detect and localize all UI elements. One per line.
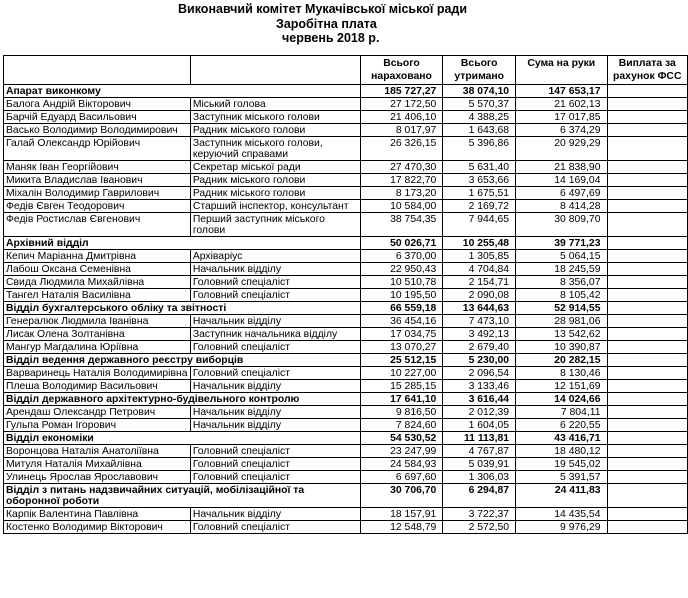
accrued-amount: 50 026,71 xyxy=(360,237,443,250)
employee-row xyxy=(4,328,688,341)
header-empty-name xyxy=(4,56,191,85)
accrued-amount: 10 510,78 xyxy=(360,276,443,289)
employee-row xyxy=(4,315,688,328)
net-amount: 9 976,29 xyxy=(516,521,607,534)
withheld-amount: 2 154,71 xyxy=(443,276,516,289)
employee-name: Федів Євген Теодорович xyxy=(4,200,191,213)
withheld-amount: 2 169,72 xyxy=(443,200,516,213)
withheld-amount: 5 230,00 xyxy=(443,354,516,367)
employee-row xyxy=(4,289,688,302)
employee-position: Головний спеціаліст xyxy=(190,367,360,380)
fss-amount xyxy=(607,484,688,508)
net-amount: 147 653,17 xyxy=(516,85,607,98)
net-amount: 39 771,23 xyxy=(516,237,607,250)
department-name: Відділ з питань надзвичайних ситуацій, мобілізаційної та оборонної роботи xyxy=(4,484,361,508)
accrued-amount: 27 470,30 xyxy=(360,161,443,174)
net-amount: 30 809,70 xyxy=(516,213,607,237)
fss-amount xyxy=(607,200,688,213)
employee-name: Генералюк Людмила Іванівна xyxy=(4,315,191,328)
employee-name: Микита Владислав Іванович xyxy=(4,174,191,187)
withheld-amount: 1 604,05 xyxy=(443,419,516,432)
fss-amount xyxy=(607,341,688,354)
net-amount: 5 391,57 xyxy=(516,471,607,484)
department-row xyxy=(4,85,688,98)
fss-amount xyxy=(607,302,688,315)
fss-amount xyxy=(607,250,688,263)
employee-row xyxy=(4,367,688,380)
accrued-amount: 185 727,27 xyxy=(360,85,443,98)
withheld-amount: 1 643,68 xyxy=(443,124,516,137)
accrued-amount: 17 822,70 xyxy=(360,174,443,187)
employee-position: Головний спеціаліст xyxy=(190,471,360,484)
department-name: Відділ державного архітектурно-будівельного контролю xyxy=(4,393,361,406)
fss-amount xyxy=(607,237,688,250)
fss-amount xyxy=(607,289,688,302)
accrued-amount: 21 406,10 xyxy=(360,111,443,124)
net-amount: 19 545,02 xyxy=(516,458,607,471)
column-header-accrued: Всього нараховано xyxy=(360,56,443,85)
header-empty-position xyxy=(190,56,360,85)
net-amount: 8 414,28 xyxy=(516,200,607,213)
accrued-amount: 12 548,79 xyxy=(360,521,443,534)
employee-row xyxy=(4,250,688,263)
fss-amount xyxy=(607,161,688,174)
net-amount: 5 064,15 xyxy=(516,250,607,263)
withheld-amount: 2 679,40 xyxy=(443,341,516,354)
employee-name: Балога Андрій Вікторович xyxy=(4,98,191,111)
withheld-amount: 10 255,48 xyxy=(443,237,516,250)
withheld-amount: 1 675,51 xyxy=(443,187,516,200)
fss-amount xyxy=(607,85,688,98)
employee-position: Начальник відділу xyxy=(190,263,360,276)
accrued-amount: 10 227,00 xyxy=(360,367,443,380)
department-name: Відділ ведення державного реєстру виборців xyxy=(4,354,361,367)
employee-row xyxy=(4,174,688,187)
employee-row xyxy=(4,111,688,124)
accrued-amount: 36 454,16 xyxy=(360,315,443,328)
withheld-amount: 3 653,66 xyxy=(443,174,516,187)
employee-position: Головний спеціаліст xyxy=(190,521,360,534)
employee-name: Мангур Магдалина Юріївна xyxy=(4,341,191,354)
employee-row xyxy=(4,521,688,534)
accrued-amount: 7 824,60 xyxy=(360,419,443,432)
accrued-amount: 15 285,15 xyxy=(360,380,443,393)
employee-position: Головний спеціаліст xyxy=(190,276,360,289)
fss-amount xyxy=(607,187,688,200)
employee-name: Плеша Володимир Васильович xyxy=(4,380,191,393)
accrued-amount: 6 697,60 xyxy=(360,471,443,484)
net-amount: 13 542,62 xyxy=(516,328,607,341)
accrued-amount: 22 950,43 xyxy=(360,263,443,276)
employee-position: Головний спеціаліст xyxy=(190,289,360,302)
fss-amount xyxy=(607,263,688,276)
withheld-amount: 1 306,03 xyxy=(443,471,516,484)
accrued-amount: 17 641,10 xyxy=(360,393,443,406)
fss-amount xyxy=(607,445,688,458)
net-amount: 8 130,46 xyxy=(516,367,607,380)
fss-amount xyxy=(607,328,688,341)
accrued-amount: 6 370,00 xyxy=(360,250,443,263)
net-amount: 6 374,29 xyxy=(516,124,607,137)
column-header-withheld: Всього утримано xyxy=(443,56,516,85)
withheld-amount: 4 704,84 xyxy=(443,263,516,276)
withheld-amount: 5 631,40 xyxy=(443,161,516,174)
net-amount: 43 416,71 xyxy=(516,432,607,445)
fss-amount xyxy=(607,458,688,471)
fss-amount xyxy=(607,432,688,445)
organization-title: Виконавчий комітет Мукачівської міської ради xyxy=(178,2,468,16)
employee-row xyxy=(4,380,688,393)
employee-position: Заступник начальника відділу xyxy=(190,328,360,341)
employee-row xyxy=(4,200,688,213)
net-amount: 8 356,07 xyxy=(516,276,607,289)
fss-amount xyxy=(607,508,688,521)
net-amount: 14 024,66 xyxy=(516,393,607,406)
employee-position: Секретар міської ради xyxy=(190,161,360,174)
net-amount: 28 981,06 xyxy=(516,315,607,328)
employee-row xyxy=(4,98,688,111)
accrued-amount: 9 816,50 xyxy=(360,406,443,419)
accrued-amount: 30 706,70 xyxy=(360,484,443,508)
accrued-amount: 66 559,18 xyxy=(360,302,443,315)
net-amount: 12 151,69 xyxy=(516,380,607,393)
net-amount: 21 602,13 xyxy=(516,98,607,111)
employee-name: Федів Ростислав Євгенович xyxy=(4,213,191,237)
column-header-row xyxy=(4,56,688,85)
employee-row xyxy=(4,187,688,200)
employee-row xyxy=(4,419,688,432)
withheld-amount: 3 722,37 xyxy=(443,508,516,521)
employee-row xyxy=(4,263,688,276)
employee-position: Головний спеціаліст xyxy=(190,341,360,354)
accrued-amount: 10 195,50 xyxy=(360,289,443,302)
accrued-amount: 17 034,75 xyxy=(360,328,443,341)
period-label: червень 2018 р. xyxy=(282,31,380,45)
employee-row xyxy=(4,276,688,289)
withheld-amount: 7 944,65 xyxy=(443,213,516,237)
net-amount: 6 497,69 xyxy=(516,187,607,200)
employee-row xyxy=(4,445,688,458)
accrued-amount: 18 157,91 xyxy=(360,508,443,521)
fss-amount xyxy=(607,124,688,137)
net-amount: 17 017,85 xyxy=(516,111,607,124)
fss-amount xyxy=(607,406,688,419)
net-amount: 18 480,12 xyxy=(516,445,607,458)
accrued-amount: 54 530,52 xyxy=(360,432,443,445)
withheld-amount: 5 039,91 xyxy=(443,458,516,471)
accrued-amount: 26 326,15 xyxy=(360,137,443,161)
net-amount: 18 245,59 xyxy=(516,263,607,276)
employee-name: Варваринець Наталія Володимирівна xyxy=(4,367,191,380)
net-amount: 8 105,42 xyxy=(516,289,607,302)
employee-row xyxy=(4,161,688,174)
fss-amount xyxy=(607,521,688,534)
accrued-amount: 13 070,27 xyxy=(360,341,443,354)
withheld-amount: 7 473,10 xyxy=(443,315,516,328)
employee-position: Начальник відділу xyxy=(190,419,360,432)
fss-amount xyxy=(607,471,688,484)
withheld-amount: 5 570,37 xyxy=(443,98,516,111)
withheld-amount: 11 113,81 xyxy=(443,432,516,445)
employee-name: Лисак Олена Золтанівна xyxy=(4,328,191,341)
employee-row xyxy=(4,137,688,161)
net-amount: 24 411,83 xyxy=(516,484,607,508)
fss-amount xyxy=(607,393,688,406)
withheld-amount: 3 133,46 xyxy=(443,380,516,393)
employee-position: Міський голова xyxy=(190,98,360,111)
employee-name: Галай Олександр Юрійович xyxy=(4,137,191,161)
department-name: Відділ економіки xyxy=(4,432,361,445)
fss-amount xyxy=(607,174,688,187)
department-name: Архівний відділ xyxy=(4,237,361,250)
accrued-amount: 8 017,97 xyxy=(360,124,443,137)
employee-name: Воронцова Наталія Анатоліївна xyxy=(4,445,191,458)
department-name: Апарат виконкому xyxy=(4,85,361,98)
withheld-amount: 2 572,50 xyxy=(443,521,516,534)
withheld-amount: 3 616,44 xyxy=(443,393,516,406)
employee-name: Васько Володимир Володимирович xyxy=(4,124,191,137)
employee-position: Головний спеціаліст xyxy=(190,458,360,471)
fss-amount xyxy=(607,419,688,432)
column-header-fss: Виплата за рахунок ФСС xyxy=(607,56,688,85)
net-amount: 52 914,55 xyxy=(516,302,607,315)
employee-position: Старший інспектор, консультант xyxy=(190,200,360,213)
accrued-amount: 8 173,20 xyxy=(360,187,443,200)
net-amount: 20 929,29 xyxy=(516,137,607,161)
withheld-amount: 38 074,10 xyxy=(443,85,516,98)
fss-amount xyxy=(607,98,688,111)
fss-amount xyxy=(607,213,688,237)
employee-name: Кепич Маріанна Дмитрівна xyxy=(4,250,191,263)
withheld-amount: 13 644,63 xyxy=(443,302,516,315)
employee-row xyxy=(4,341,688,354)
employee-position: Начальник відділу xyxy=(190,406,360,419)
employee-row xyxy=(4,508,688,521)
fss-amount xyxy=(607,354,688,367)
employee-position: Начальник відділу xyxy=(190,508,360,521)
withheld-amount: 2 090,08 xyxy=(443,289,516,302)
document-title: Заробітна плата xyxy=(276,17,377,31)
employee-position: Головний спеціаліст xyxy=(190,445,360,458)
fss-amount xyxy=(607,137,688,161)
employee-row xyxy=(4,124,688,137)
fss-amount xyxy=(607,276,688,289)
accrued-amount: 25 512,15 xyxy=(360,354,443,367)
net-amount: 6 220,55 xyxy=(516,419,607,432)
employee-name: Міхалін Володимир Гаврилович xyxy=(4,187,191,200)
employee-name: Тангел Наталія Василівна xyxy=(4,289,191,302)
employee-name: Улинець Ярослав Ярославович xyxy=(4,471,191,484)
department-row xyxy=(4,432,688,445)
employee-name: Арендаш Олександр Петрович xyxy=(4,406,191,419)
employee-row xyxy=(4,406,688,419)
fss-amount xyxy=(607,111,688,124)
department-name: Відділ бухгалтерського обліку та звітності xyxy=(4,302,361,315)
withheld-amount: 2 012,39 xyxy=(443,406,516,419)
employee-position: Начальник відділу xyxy=(190,315,360,328)
employee-name: Митуля Наталія Михайлівна xyxy=(4,458,191,471)
employee-row xyxy=(4,213,688,237)
employee-name: Свида Людмила Михайлівна xyxy=(4,276,191,289)
employee-name: Костенко Володимир Вікторович xyxy=(4,521,191,534)
column-header-net: Сума на руки xyxy=(516,56,607,85)
withheld-amount: 4 388,25 xyxy=(443,111,516,124)
salary-table xyxy=(3,55,688,534)
employee-row xyxy=(4,458,688,471)
withheld-amount: 4 767,87 xyxy=(443,445,516,458)
employee-position: Радник міського голови xyxy=(190,187,360,200)
accrued-amount: 27 172,50 xyxy=(360,98,443,111)
net-amount: 14 435,54 xyxy=(516,508,607,521)
withheld-amount: 2 096,54 xyxy=(443,367,516,380)
fss-amount xyxy=(607,315,688,328)
withheld-amount: 3 492,13 xyxy=(443,328,516,341)
department-row xyxy=(4,354,688,367)
department-row xyxy=(4,302,688,315)
employee-position: Архіваріус xyxy=(190,250,360,263)
employee-position: Заступник міського голови xyxy=(190,111,360,124)
withheld-amount: 1 305,85 xyxy=(443,250,516,263)
employee-position: Радник міського голови xyxy=(190,174,360,187)
net-amount: 10 390,87 xyxy=(516,341,607,354)
accrued-amount: 24 584,93 xyxy=(360,458,443,471)
employee-name: Карпік Валентина Павлівна xyxy=(4,508,191,521)
net-amount: 14 169,04 xyxy=(516,174,607,187)
accrued-amount: 38 754,35 xyxy=(360,213,443,237)
employee-position: Перший заступник міського голови xyxy=(190,213,360,237)
fss-amount xyxy=(607,380,688,393)
employee-name: Гульпа Роман Ігорович xyxy=(4,419,191,432)
employee-name: Лабош Оксана Семенівна xyxy=(4,263,191,276)
net-amount: 7 804,11 xyxy=(516,406,607,419)
employee-position: Заступник міського голови, керуючий справами xyxy=(190,137,360,161)
employee-name: Маняк Іван Георгійович xyxy=(4,161,191,174)
department-row xyxy=(4,484,688,508)
fss-amount xyxy=(607,367,688,380)
employee-position: Радник міського голови xyxy=(190,124,360,137)
department-row xyxy=(4,393,688,406)
accrued-amount: 23 247,99 xyxy=(360,445,443,458)
net-amount: 20 282,15 xyxy=(516,354,607,367)
employee-row xyxy=(4,471,688,484)
net-amount: 21 838,90 xyxy=(516,161,607,174)
department-row xyxy=(4,237,688,250)
withheld-amount: 5 396,86 xyxy=(443,137,516,161)
accrued-amount: 10 584,00 xyxy=(360,200,443,213)
withheld-amount: 6 294,87 xyxy=(443,484,516,508)
employee-position: Начальник відділу xyxy=(190,380,360,393)
employee-name: Барчій Едуард Васильович xyxy=(4,111,191,124)
